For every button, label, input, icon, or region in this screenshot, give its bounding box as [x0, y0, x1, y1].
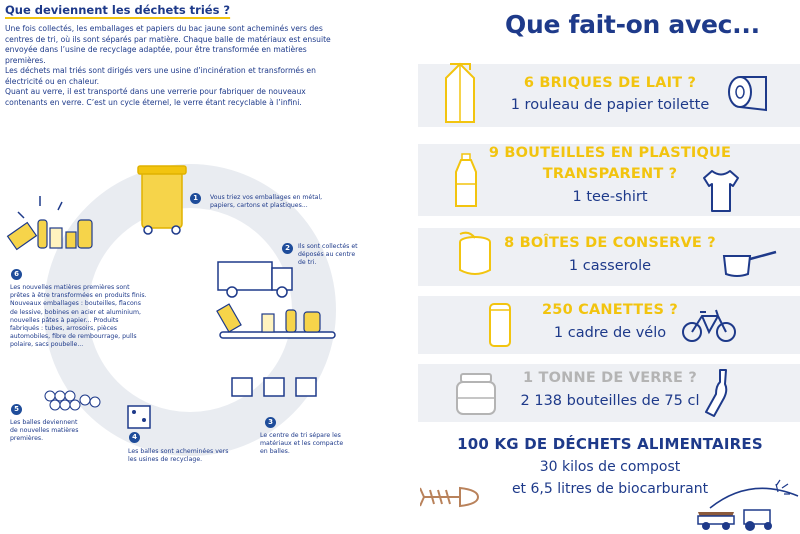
tractor-trailer-icon	[690, 476, 800, 534]
item-2-sub: 1 tee-shirt	[572, 189, 648, 205]
item-3-head: 8 BOÎTES DE CONSERVE ?	[504, 235, 716, 251]
item-6-head: 100 KG DE DÉCHETS ALIMENTAIRES	[457, 435, 763, 453]
step-2-badge: 2	[282, 243, 293, 254]
step-1-text: Vous triez vos emballages en métal, papiers, cartons et plastiques...	[210, 194, 323, 210]
fish-bone-icon	[420, 480, 482, 514]
intro-text	[5, 24, 333, 108]
toilet-paper-icon	[726, 72, 774, 116]
item-4-sub: 1 cadre de vélo	[553, 325, 667, 341]
bicycle-icon	[680, 306, 738, 344]
item-1-head: 6 BRIQUES DE LAIT ?	[523, 75, 697, 91]
step-4-badge: 4	[129, 432, 140, 443]
intro-paragraph-1: Une fois collectés, les emballages et papiers du bac jaune sont acheminés vers des centres de tri, où ils sont séparés par matière. Chaque balle de matériaux est ensuite envoyée dans l’usine de recyclage adaptée, pour être transformée en matières premières.	[5, 24, 331, 65]
item-3-sub: 1 casserole	[568, 258, 652, 274]
item-4-head: 250 CANETTES ?	[542, 302, 678, 318]
step-6-badge: 6	[11, 269, 22, 280]
step-5-badge: 5	[11, 404, 22, 415]
item-5-sub: 2 138 bouteilles de 75 cl	[520, 393, 700, 409]
step-1-badge: 1	[190, 193, 201, 204]
bale-icon	[128, 406, 150, 428]
step-3-text: Le centre de tri sépare les matériaux et les compacte en balles.	[260, 432, 344, 456]
step-2-text: Ils sont collectés et déposés au centre de tri.	[298, 243, 358, 267]
saucepan-icon	[720, 246, 780, 280]
intro-paragraph-3: Quant au verre, il est transporté dans une verrerie pour fabriquer de nouveaux contenants en verre. C’est un cycle éternel, le verre étant recyclable à l’infini.	[5, 87, 306, 107]
item-6-sub-line-1: 30 kilos de compost	[539, 459, 681, 475]
glass-bottle-icon	[702, 368, 730, 420]
item-5-head: 1 TONNE DE VERRE ?	[523, 370, 697, 386]
step-4-text: Les balles sont acheminées vers les usines de recyclage.	[128, 448, 229, 464]
item-6-sub-line-2: et 6,5 litres de biocarburant	[511, 481, 709, 497]
tee-shirt-icon	[700, 168, 740, 214]
garbage-truck-icon	[218, 262, 292, 297]
step-3-badge: 3	[265, 417, 276, 428]
milk-carton-icon	[440, 58, 480, 126]
right-title: Que fait-on avec...	[505, 10, 760, 39]
item-1-sub: 1 rouleau de papier toilette	[510, 97, 710, 113]
left-title: Que deviennent les déchets triés ?	[5, 3, 231, 17]
intro-paragraph-2: Les déchets mal triés sont dirigés vers une usine d’incinération et transformés en électricité ou en chaleur.	[5, 66, 316, 86]
packaging-items-icon	[8, 196, 92, 249]
step-6-text: Les nouvelles matières premières sont prêtes à être transformées en produits finis. Nouveaux emballages : bouteilles, flacons de lessive, bobines en acier et aluminium, nouvelles pâtes à papier... Produits fabriqués : tubes, arrosoirs, pièces automobiles, fibre de rembourrage, pulls polaire, sacs poubelle...	[10, 284, 147, 349]
item-2-head-line-1: 9 BOUTEILLES EN PLASTIQUE	[488, 145, 732, 161]
item-2-head-line-2: TRANSPARENT ?	[542, 166, 678, 182]
yellow-bin-icon	[138, 166, 186, 234]
step-5-text: Les balles deviennent de nouvelles matières premières.	[10, 419, 79, 443]
